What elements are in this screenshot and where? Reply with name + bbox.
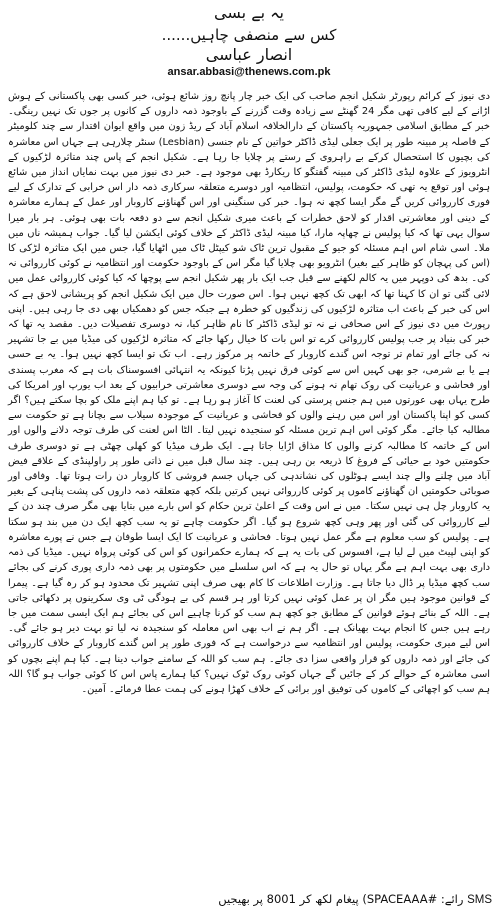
author-email[interactable]: ansar.abbasi@thenews.com.pk: [167, 66, 331, 78]
sms-feedback-line: [6, 890, 492, 909]
sms-label: SMS: [467, 894, 492, 906]
article-paragraph: چند سال قبل میں نے ذاتی طور پر راولپنڈی کے علاقے فیض آباد میں چلنے والے چند ایسے ہوٹلوں کی نشاندہی کی جہاں جسم فروشی کا کاروبار دن رات ہوتا تھا۔ وفاقی اور صوبائی حکومتیں ان گھناؤنے کاموں پر کوئی کارروائی نہیں کرتیں بلکہ کچھ متعلقہ ذمہ داروں کی پشت پناہی کے بغیر یہ کاروبار چل ہی نہیں سکتا۔ میں نے اس وقت کے اعلیٰ ترین حکام کو اس بارے میں بتایا بھی مگر صرف چند دن کے لیے کارروائی کی گئی اور پھر وہی کچھ شروع ہو گیا۔ اگر حکومت چاہے تو یہ سب کچھ ایک دن میں بند ہو سکتا ہے۔ پولیس کو سب معلوم ہے مگر عمل نہیں ہوتا۔ فحاشی و عریانیت کا ایک ایسا طوفان ہے جس نے پورے معاشرہ کو اپنی لپیٹ میں لے لیا ہے، افسوس کی بات یہ ہے کہ ہمارے حکمرانوں کو اس کی کوئی پرواہ نہیں۔ میڈیا کی ذمہ داری بھی بہت اہم ہے مگر یہاں تو حال یہ ہے کہ اس سلسلے میں حکومتوں پر بھی ذمہ داری پوری کرنے کی بجائے سب کچھ میڈیا پر ڈال دیا جاتا ہے۔ وزارت اطلاعات کا کام بھی صرف اپنی تشہیر تک محدود ہو کر رہ گیا ہے۔ پیمرا کے قوانین موجود ہیں مگر ان پر عمل کوئی نہیں کرتا اور ہر قسم کی بے ہودگی ٹی وی سکرینوں پر دکھائی جاتی ہے۔: [8, 455, 491, 619]
article-paragraph: اللہ کے بنائے ہوئے قوانین کے مطابق جو کچھ ہم سب کو کرنا چاہیے اس کی بجائے ہم ایک ایسی سمت میں جا رہے ہیں جس کا انجام بہت بھیانک ہے۔ اگر ہم نے اب بھی اس معاملہ کو سنجیدہ نہ لیا تو بہت دیر ہو جائے گی۔ اس لیے میری حکومت، پولیس اور انتظامیہ سے درخواست ہے کہ فوری طور پر اس گندے کاروبار کے خلاف کارروائی کی جائے اور ذمہ داروں کو قرار واقعی سزا دی جائے۔ ہم سب کو اللہ کے سامنے جواب دینا ہے۔ کیا ہم اپنے بچوں کو اسی معاشرہ کے حوالے کر کے جائیں گے جہاں کوئی روک ٹوک نہیں؟ کیا ہمارے پاس اس کا کوئی جواب ہو گا؟ اللہ ہم سب کو اچھائی کے کاموں کی توفیق اور برائی کے خلاف کھڑا ہونے کی ہمت عطا فرمائے۔ آمین۔: [8, 607, 490, 695]
sms-instructions: رائے: #SPACEAAA) پیغام لکھ کر 8001 پر بھیجیں: [218, 892, 464, 906]
column-subtitle: کس سے منصفی چاہیں......: [161, 26, 337, 44]
column: [6, 0, 492, 697]
column-title: یہ بے بسی: [214, 3, 284, 22]
article-paragraph: دی نیوز کے کرائم رپورٹر شکیل انجم صاحب کی ایک خبر چار پانچ روز شائع ہوئی، خبر کسی بھی پاکستانی کے ہوش اڑانے کے لیے کافی تھی مگر 24 گھنٹے سے زیادہ وقت گزرنے کے باوجود ذمہ داروں کے کانوں پر جوں تک نہیں رینگی۔ خبر کے مطابق اسلامی جمہوریہ پاکستان کے دارالخلافہ اسلام آباد کے ریڈ زون میں واقع ایوان اقتدار سے چند کلومیٹر کے فاصلہ پر مبینہ طور پر ایک جعلی لیڈی ڈاکٹر خواتین کے نام جنسی (Lesbian) سنٹر چلارہی ہے جہاں اس معاشرہ کی بچیوں کا استحصال کرکے بے راہروی کے رستے پر چلایا جا رہا ہے۔ شکیل انجم کے پاس چند متاثرہ لڑکیوں کے انٹرویوز کے علاوہ لیڈی ڈاکٹر کی مبینہ گفتگو کا ریکارڈ بھی موجود ہے۔ خبر دی نیوز میں بہت نمایاں انداز میں شائع ہوئی اور توقع یہ تھی کہ حکومت، پولیس، انتظامیہ اور دوسرے متعلقہ سرکاری ذمہ دار اس خرابی کے تدارک کے لیے فوری کارروائی کریں گے مگر ایسا کچھ نہ ہوا۔ خبر کی سنگینی اور اس گھناؤنے کاروبار اور عمل کے ہمارے معاشرہ کے دینی اور معاشرتی اقدار کو لاحق خطرات کے باعث میری شکیل انجم سے دو دفعہ بات بھی ہوئی۔ ہر بار میرا سوال یہی تھا کہ کیا پولیس نے چھاپہ مارا، کیا مبینہ لیڈی ڈاکٹر کے خلاف کوئی ایکشن لیا گیا۔ جواب ہمیشہ ناں میں ملا۔ اسی شام اس اہم مسئلہ کو جیو کے مقبول ترین ٹاک شو کیپٹل ٹاک میں اٹھایا گیا، جس میں ایک متاثرہ لڑکی کا (اس کی پہچان کو ظاہر کیے بغیر) انٹرویو بھی چلایا گیا مگر اس کے باوجود حکومت اور انتظامیہ نے کوئی کارروائی نہ کی۔ بدھ کی دوپہر میں یہ کالم لکھنے سے قبل جب ایک بار پھر شکیل انجم سے پوچھا کہ کیا کوئی کارروائی عمل میں لائی گئی تو ان کا کہنا تھا کہ ابھی تک کچھ نہیں ہوا۔ اس صورت حال میں ایک شکیل انجم کو پریشانی لاحق ہے کہ اس کی خبر کے باعث اب متاثرہ لڑکیوں کی زندگیوں کو خطرہ ہے جبکہ جس کو دھمکیاں بھی دی جا رہی ہیں۔: [8, 91, 490, 315]
article-paragraph: اپنی رپورٹ میں دی نیوز کے اس صحافی نے نہ تو لیڈی ڈاکٹر کا نام ظاہر کیا، نہ دوسری تفصیلات دیں۔ مقصد یہ تھا کہ خبر کی بنیاد پر جب پولیس کارروائی کرے تو اس بات کا خیال رکھا جائے کہ متاثرہ لڑکیوں کی میڈیا میں بے جا تشہیر نہ کی جائے اور تمام تر توجہ اس گندے کاروبار کے خاتمہ پر مرکوز رہے۔ اب تک تو ایسا کچھ نہیں ہوا۔ یہ بے حسی ہے یا بے شرمی، جو بھی کہیں اس سے کوئی فرق نہیں پڑتا کیونکہ یہ انتہائی افسوسناک بات ہے کہ مغرب پسندی اور فحاشی و عریانیت کی روک تھام نہ ہونے کی وجہ سے دوسری معاشرتی خرابیوں کے بعد اب یورپ اور امریکا کی طرح یہاں بھی عورتوں میں ہم جنس پرستی کی لعنت کا آغاز ہو رہا ہے۔ تو کیا ہم اپنے ملک کو بچا سکتے ہیں؟ اگر کسی کو اپنا پاکستان اور اس میں رہنے والوں کو فحاشی و عریانیت کے موجودہ سیلاب سے بچانا ہے تو حکومت سے مطالبہ کیا جائے۔ مگر کوئی اس اہم ترین مسئلہ کو سنجیدہ نہیں لیتا۔ الٹا اس لعنت کی طرف توجہ دلانے والوں اور اس کے خاتمہ کا مطالبہ کرنے والوں کا مذاق اڑایا جاتا ہے۔ ایک طرف میڈیا کو کھلی چھٹی ہے تو دوسری طرف حکومتیں خود بے حیائی کے فروغ کا ذریعہ بن رہی ہیں۔: [8, 303, 491, 467]
article-body: [6, 89, 492, 697]
author-name: انصار عباسی: [205, 45, 293, 64]
